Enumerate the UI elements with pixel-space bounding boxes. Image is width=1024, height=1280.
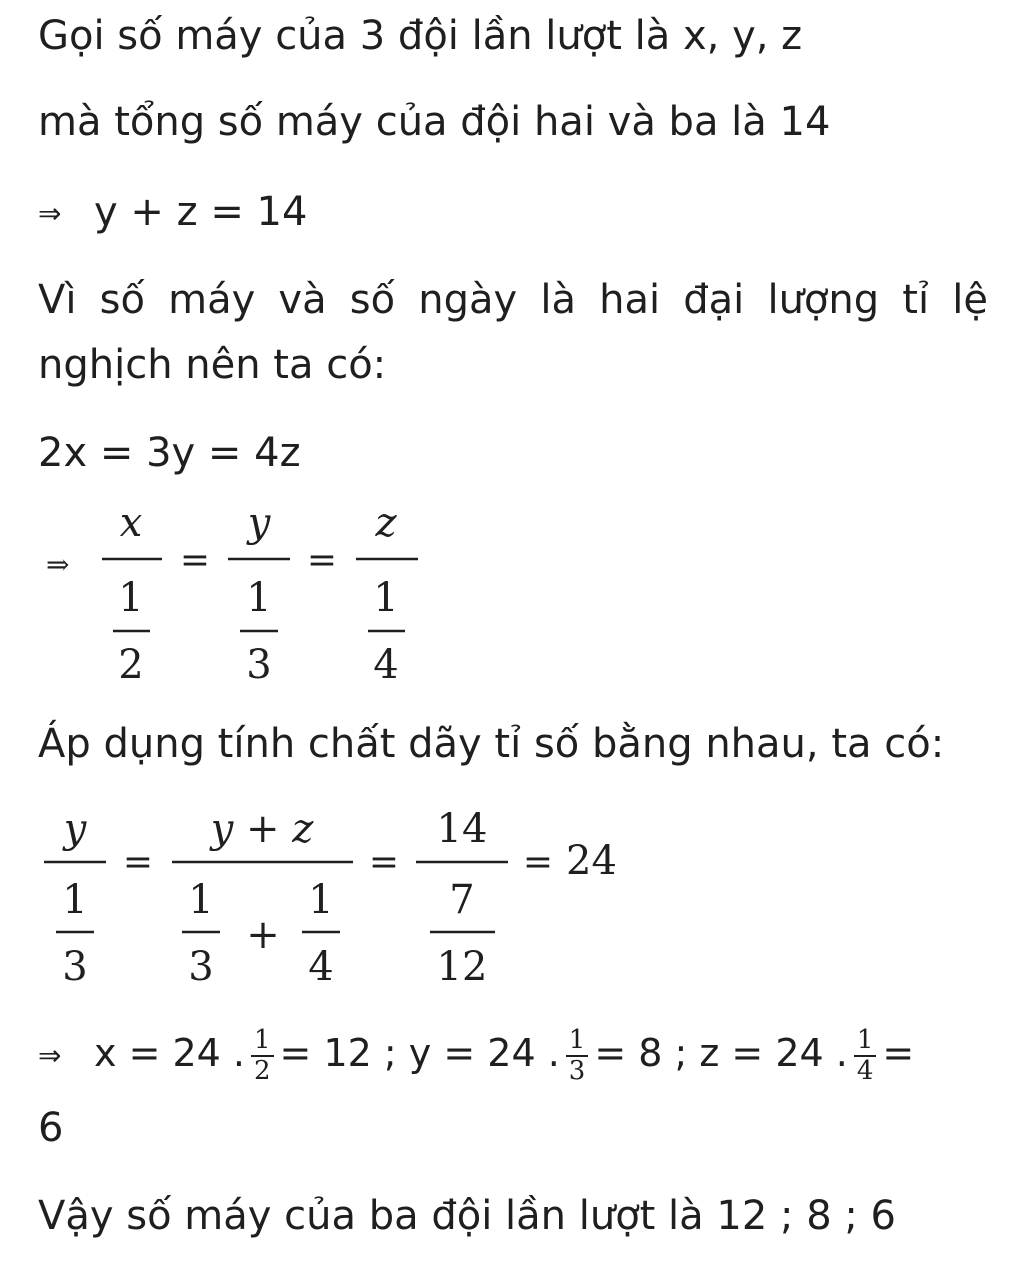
numerator-one: 1 <box>566 1026 589 1057</box>
numerator-one: 1 <box>188 877 214 923</box>
numerator-one: 1 <box>62 877 88 923</box>
line-conclusion: Vậy số máy của ba đội lần lượt là 12 ; 8 ; 6 <box>38 1193 897 1239</box>
fraction-one-third <box>566 1026 589 1085</box>
equals-sign: = <box>368 842 400 883</box>
z-expr: = 8 ; z = 24 . <box>594 1031 848 1076</box>
result-24: 24 <box>566 838 617 884</box>
line-total: mà tổng số máy của đội hai và ba là 14 <box>38 99 831 145</box>
denominator-3: 3 <box>568 1055 586 1086</box>
numerator-one: 1 <box>118 575 144 621</box>
implies-arrow: ⇒ <box>46 548 70 581</box>
numerator-one: 1 <box>854 1026 877 1057</box>
denominator-4: 4 <box>308 944 334 990</box>
denominator-3: 3 <box>188 944 214 990</box>
denominator-4: 4 <box>856 1055 874 1086</box>
implies-arrow: ⇒ <box>38 197 62 230</box>
equals-sign: = <box>522 842 554 883</box>
sum-equation: y + z = 14 <box>94 189 308 235</box>
plus-sign: + <box>246 912 280 958</box>
numerator-one: 1 <box>251 1026 274 1057</box>
denominator-3: 3 <box>62 944 88 990</box>
line-variables: Gọi số máy của 3 đội lần lượt là x, y, z <box>38 13 803 59</box>
numerator-one: 1 <box>373 575 399 621</box>
denominator-2: 2 <box>118 642 144 688</box>
line-proportion: 2x = 3y = 4z <box>38 430 301 476</box>
numerator-14: 14 <box>436 806 488 852</box>
var-z: z <box>375 500 397 546</box>
var-y: y <box>63 806 87 852</box>
denominator-3: 3 <box>246 642 272 688</box>
line-apply-property: Áp dụng tính chất dãy tỉ số bằng nhau, ta có: <box>38 721 945 767</box>
fraction-one-fourth <box>854 1026 877 1085</box>
x-expr: x = 24 . <box>94 1031 245 1076</box>
numerator-one: 1 <box>308 877 334 923</box>
numerator-one: 1 <box>246 575 272 621</box>
denominator-4: 4 <box>373 642 399 688</box>
fraction-one-half <box>251 1026 274 1085</box>
equals-sign: = <box>122 842 154 883</box>
equals-sign: = <box>179 540 211 581</box>
apply-equation <box>38 800 638 1000</box>
line-final-values <box>38 1026 914 1085</box>
denominator-12: 12 <box>436 944 488 990</box>
sum-numerator: y + z <box>210 806 314 852</box>
equals-sign: = <box>306 540 338 581</box>
line-reason-2: nghịch nên ta có: <box>38 342 387 388</box>
var-x: x <box>119 500 143 546</box>
line-reason-1: Vì số máy và số ngày là hai đại lượng tỉ lệ <box>38 277 988 323</box>
ratio-equation <box>38 498 458 698</box>
y-expr: = 12 ; y = 24 . <box>279 1031 560 1076</box>
denominator-2: 2 <box>254 1055 271 1086</box>
line-sum-equation <box>38 189 308 235</box>
trailing-equals: = <box>882 1031 915 1076</box>
implies-arrow: ⇒ <box>38 1038 62 1072</box>
numerator-7: 7 <box>449 877 475 923</box>
var-y: y <box>247 500 271 546</box>
line-final-tail: 6 <box>38 1105 64 1151</box>
